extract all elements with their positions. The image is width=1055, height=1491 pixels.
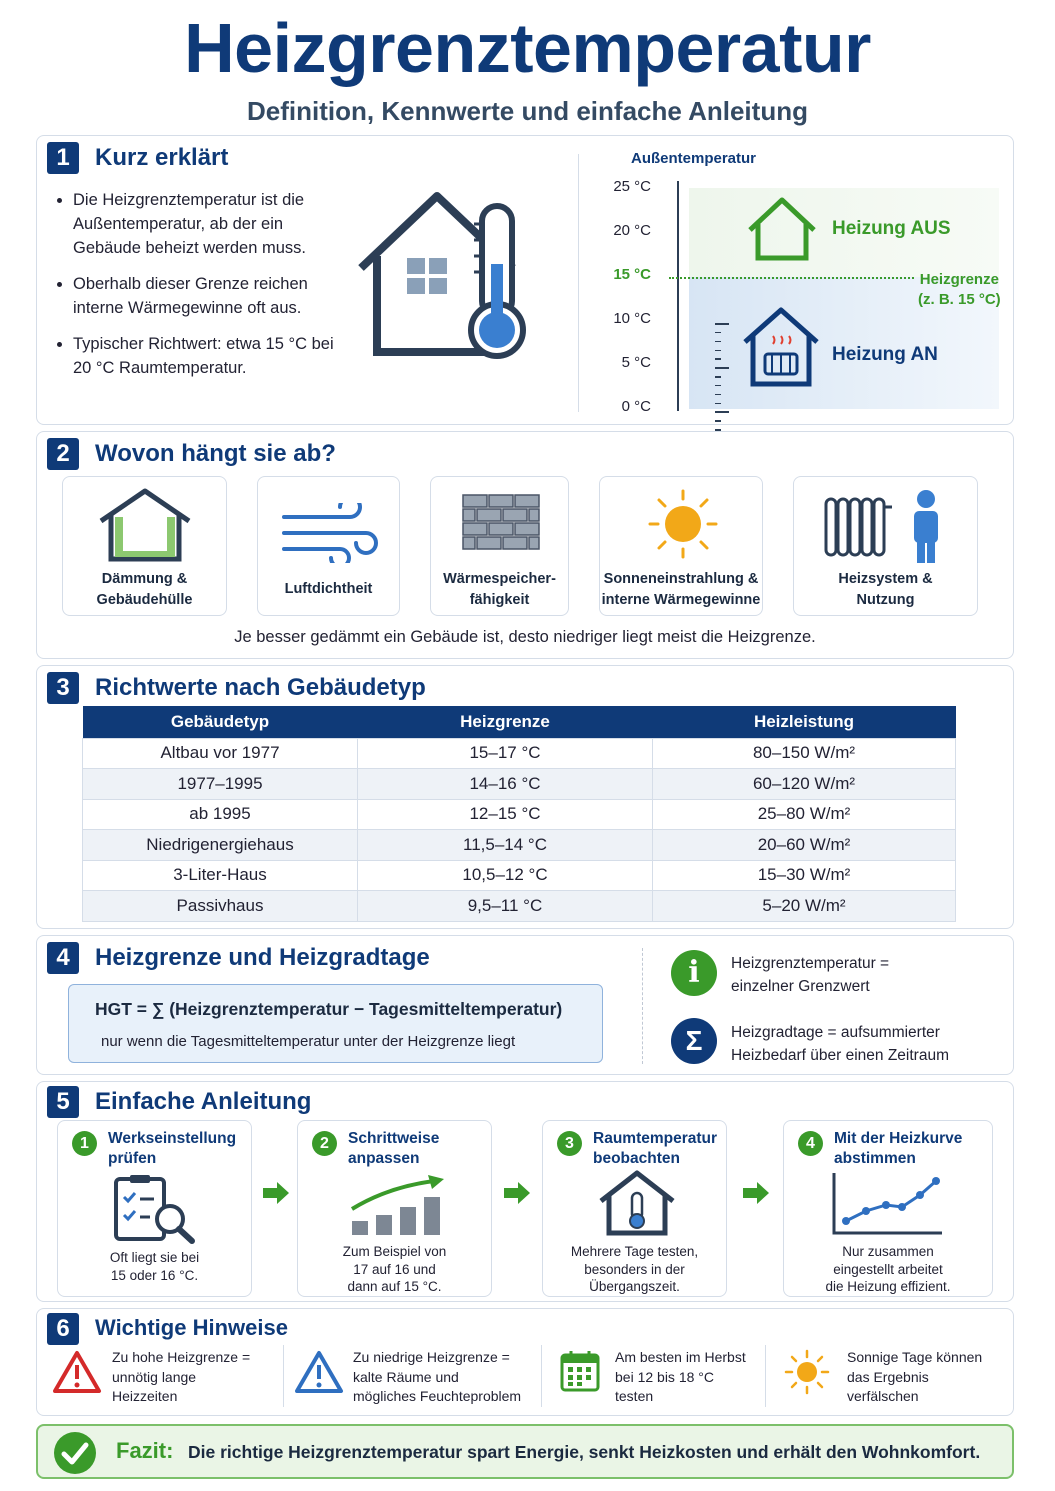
table-row: Passivhaus 9,5–11 °C 5–20 W/m²	[83, 891, 956, 922]
axis-tick	[715, 367, 729, 369]
note-3: Am besten im Herbst bei 12 bis 18 °C testen	[615, 1349, 746, 1404]
arrow-right-icon	[741, 1180, 771, 1206]
table-row: 1977–1995 14–16 °C 60–120 W/m²	[83, 769, 956, 800]
axis-tick	[715, 403, 721, 405]
col-header: Gebäudetyp	[83, 706, 358, 738]
bullet-2: Oberhalb dieser Grenze reichen interne Wärmegewinne oft aus.	[73, 272, 343, 320]
tick-25: 25 °C	[613, 178, 651, 195]
bar-trend-icon	[348, 1173, 448, 1239]
house-green-icon	[744, 194, 820, 264]
section-title: Heizgrenze und Heizgradtage	[95, 944, 430, 971]
section-number: 3	[47, 672, 79, 704]
step-number: 2	[312, 1131, 337, 1156]
card-label: Dämmung & Gebäudehülle	[96, 571, 193, 608]
axis-tick	[715, 332, 721, 334]
sum-icon: Σ	[671, 1018, 717, 1064]
section-number: 2	[47, 438, 79, 470]
checklist-search-icon	[110, 1173, 200, 1245]
axis-tick	[715, 394, 721, 396]
sun-icon	[646, 487, 720, 561]
section-title: Einfache Anleitung	[95, 1088, 312, 1115]
step-desc: Zum Beispiel von 17 auf 16 und dann auf 15 °C.	[342, 1244, 447, 1294]
warning-red-icon	[52, 1350, 102, 1394]
section-number: 5	[47, 1086, 79, 1118]
limit-line	[669, 277, 914, 279]
info-icon: i	[671, 950, 717, 996]
line-chart-icon	[830, 1171, 946, 1237]
fazit-label: Fazit:	[116, 1438, 174, 1463]
axis-tick	[715, 385, 721, 387]
axis-tick	[715, 420, 721, 422]
step-number: 3	[557, 1131, 582, 1156]
section-heizgradtage	[36, 935, 1014, 1075]
richtwerte-table	[82, 706, 956, 922]
tick-0: 0 °C	[621, 398, 651, 415]
table-row: Niedrigenergiehaus 11,5–14 °C 20–60 W/m²	[83, 830, 956, 861]
fazit-box	[36, 1424, 1014, 1479]
col-header: Heizgrenze	[358, 706, 653, 738]
arrow-right-icon	[261, 1180, 291, 1206]
step-number: 4	[798, 1131, 823, 1156]
section-title: Kurz erklärt	[95, 144, 229, 171]
temp-axis	[677, 181, 679, 411]
step-card-4	[783, 1120, 993, 1297]
table-row: Altbau vor 1977 15–17 °C 80–150 W/m²	[83, 738, 956, 769]
step-title: Werkseinstellung prüfen	[108, 1130, 237, 1167]
bullet-1: Die Heizgrenztemperatur ist die Außentemperatur, ab der ein Gebäude beheizt werden muss.	[73, 188, 343, 260]
arrow-right-icon	[502, 1180, 532, 1206]
calendar-icon	[559, 1349, 601, 1393]
axis-tick	[715, 358, 721, 360]
step-card-2	[297, 1120, 492, 1297]
factor-card-heizsystem	[793, 476, 978, 616]
page-title: Heizgrenztemperatur	[184, 9, 871, 87]
note-2: Zu niedrige Heizgrenze = kalte Räume und mögliches Feuchteproblem	[353, 1349, 522, 1404]
step-desc: Mehrere Tage testen, besonders in der Übergangszeit.	[570, 1244, 699, 1294]
step-desc: Oft liegt sie bei 15 oder 16 °C.	[109, 1250, 200, 1283]
sun-icon	[783, 1348, 831, 1396]
info-text-1: Heizgrenztemperatur = einzelner Grenzwert	[731, 955, 890, 995]
house-radiator-icon	[739, 304, 823, 388]
check-circle-icon	[52, 1430, 98, 1476]
step-title: Schrittweise anpassen	[348, 1130, 440, 1167]
table-row: 3-Liter-Haus 10,5–12 °C 15–30 W/m²	[83, 860, 956, 891]
note-1: Zu hohe Heizgrenze = unnötig lange Heizzeiten	[112, 1349, 251, 1404]
formula: HGT = ∑ (Heizgrenztemperatur − Tagesmitteltemperatur)	[95, 999, 563, 1019]
axis-tick	[715, 350, 721, 352]
axis-tick	[715, 376, 721, 378]
factor-card-daemmung	[62, 476, 227, 616]
radiator-person-icon	[822, 489, 952, 565]
step-number: 1	[72, 1131, 97, 1156]
house-insulation-icon	[95, 487, 195, 567]
page-subtitle: Definition, Kennwerte und einfache Anleitung	[247, 96, 808, 126]
section-footer: Je besser gedämmt ein Gebäude ist, desto niedriger liegt meist die Heizgrenze.	[234, 628, 816, 646]
formula-box	[68, 984, 603, 1063]
col-header: Heizleistung	[653, 706, 956, 738]
tick-15: 15 °C	[613, 266, 651, 283]
section-kurz-erklaert	[36, 135, 1014, 425]
fazit-text: Die richtige Heizgrenztemperatur spart Energie, senkt Heizkosten und erhält den Wohnkomfort.	[188, 1442, 981, 1462]
axis-title: Außentemperatur	[631, 150, 757, 167]
axis-tick	[715, 341, 721, 343]
step-title: Raumtemperatur beobachten	[593, 1130, 718, 1167]
wind-icon	[280, 503, 380, 563]
card-label: Luftdichtheit	[284, 581, 373, 597]
warning-blue-icon	[294, 1350, 344, 1394]
card-label: Wärmespeicher- fähigkeit	[443, 571, 556, 608]
bullet-3: Typischer Richtwert: etwa 15 °C bei 20 °C Raumtemperatur.	[73, 332, 343, 380]
tick-5: 5 °C	[621, 354, 651, 371]
section-title: Richtwerte nach Gebäudetyp	[95, 674, 426, 701]
axis-tick	[715, 323, 729, 325]
factor-card-luftdichtheit	[257, 476, 400, 616]
step-card-3	[542, 1120, 727, 1297]
section-number: 6	[47, 1313, 79, 1345]
formula-condition: nur wenn die Tagesmitteltemperatur unter der Heizgrenze liegt	[101, 1033, 516, 1050]
tick-10: 10 °C	[613, 310, 651, 327]
factor-card-sonne	[599, 476, 763, 616]
section-title: Wichtige Hinweise	[95, 1315, 288, 1340]
section-title: Wovon hängt sie ab?	[95, 440, 336, 467]
section-number: 1	[47, 142, 79, 174]
house-thermometer-icon	[347, 184, 547, 364]
heating-on-label: Heizung AN	[832, 344, 938, 365]
limit-label: Heizgrenze (z. B. 15 °C)	[918, 271, 1001, 308]
heating-off-label: Heizung AUS	[832, 218, 951, 239]
step-card-1	[57, 1120, 252, 1297]
step-desc: Nur zusammen eingestellt arbeitet die Heizung effizient.	[825, 1244, 951, 1294]
factor-card-waermespeicher	[430, 476, 569, 616]
tick-20: 20 °C	[613, 222, 651, 239]
brick-wall-icon	[461, 493, 541, 557]
card-label: Heizsystem & Nutzung	[838, 571, 933, 608]
note-4: Sonnige Tage können das Ergebnis verfälschen	[847, 1349, 983, 1404]
table-row: ab 1995 12–15 °C 25–80 W/m²	[83, 799, 956, 830]
card-label: Sonneneinstrahlung & interne Wärmegewinne	[601, 571, 761, 608]
house-thermometer-icon	[597, 1169, 677, 1237]
axis-tick	[715, 411, 729, 413]
section-number: 4	[47, 942, 79, 974]
step-title: Mit der Heizkurve abstimmen	[834, 1130, 963, 1167]
info-text-2: Heizgradtage = aufsummierter Heizbedarf über einen Zeitraum	[731, 1024, 949, 1064]
